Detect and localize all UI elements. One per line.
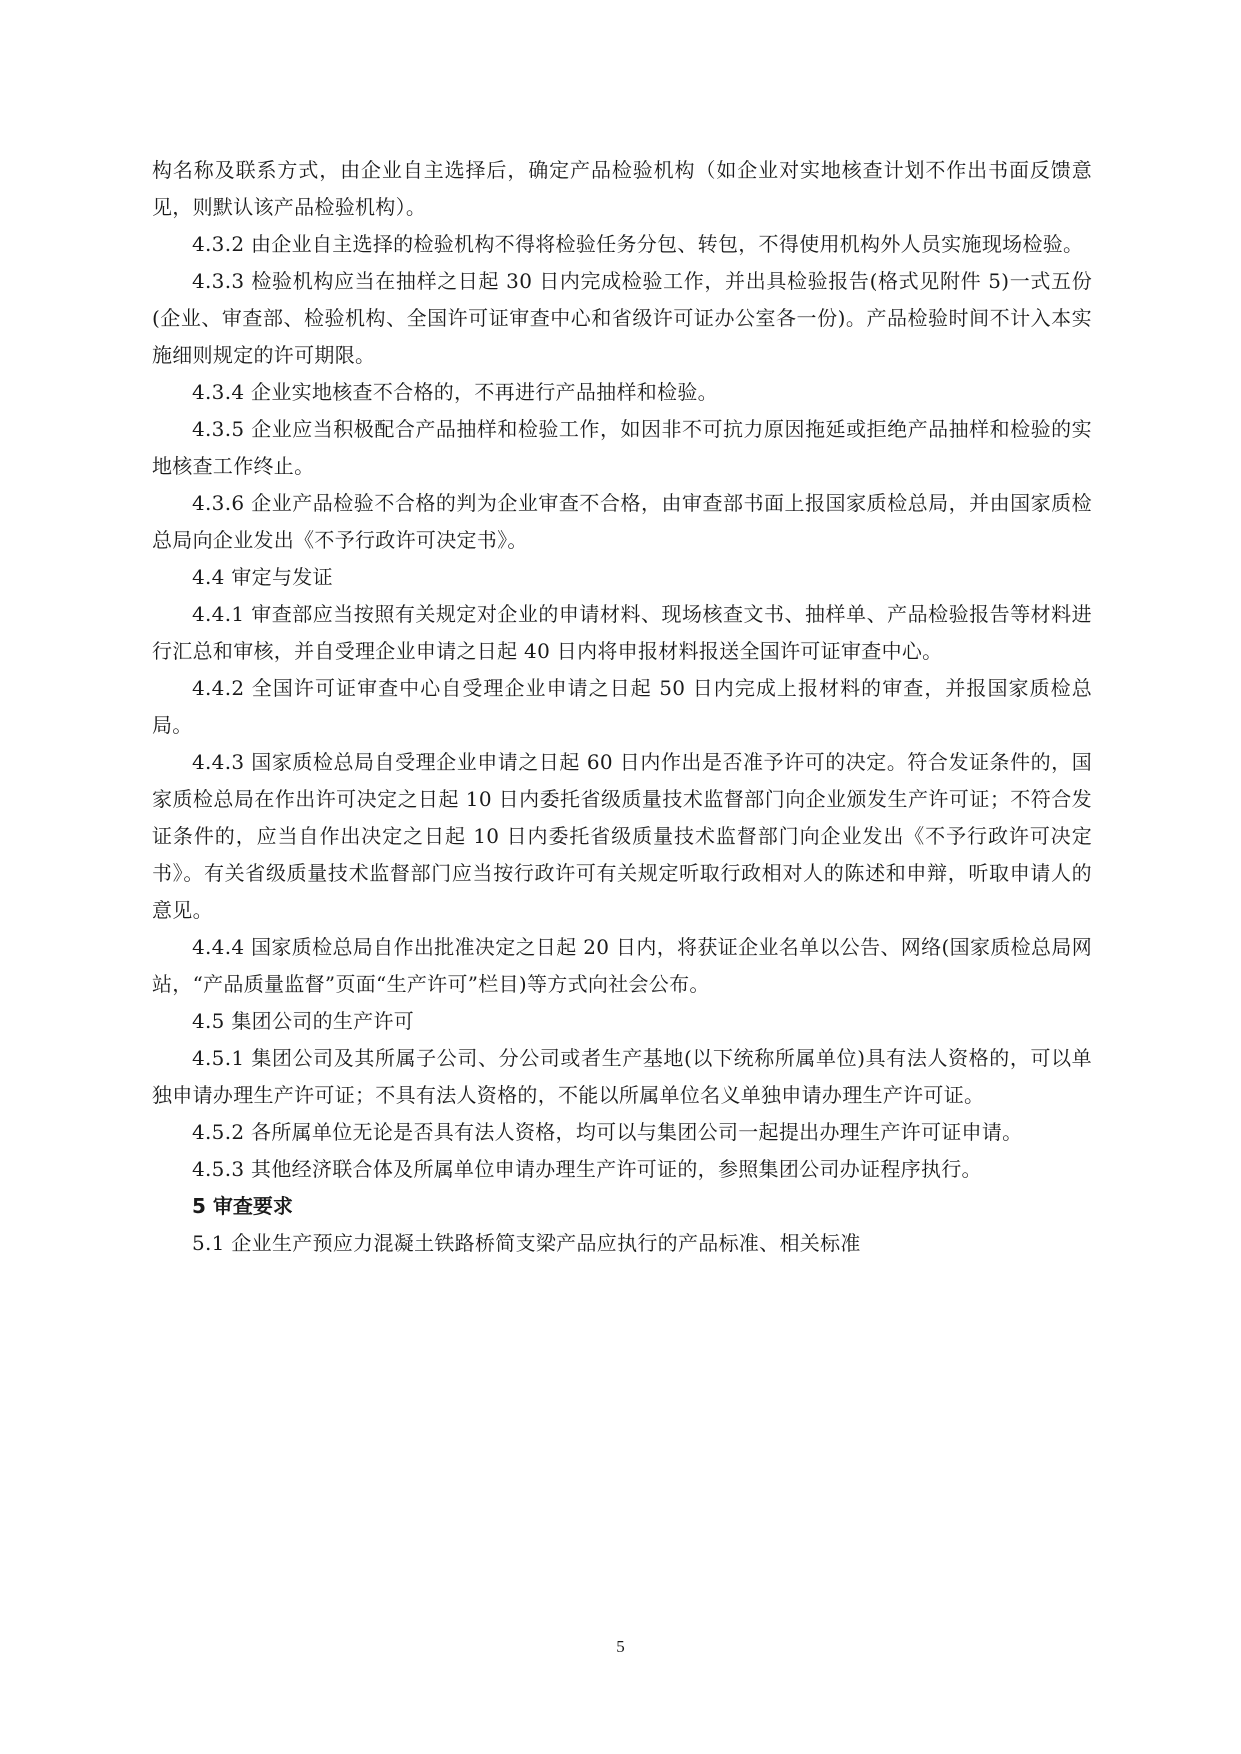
paragraph-4-3-4: 4.3.4 企业实地核查不合格的，不再进行产品抽样和检验。 <box>192 380 718 404</box>
paragraph-4-3-2: 4.3.2 由企业自主选择的检验机构不得将检验任务分包、转包，不得使用机构外人员实施现场检验。 <box>192 232 1084 256</box>
paragraph-4-4-2: 4.4.2 全国许可证审查中心自受理企业申请之日起 50 日内完成上报材料的审查，并报国家质检总局。 <box>152 676 1092 737</box>
paragraph-4-5-2: 4.5.2 各所属单位无论是否具有法人资格，均可以与集团公司一起提出办理生产许可证申请。 <box>192 1120 1023 1144</box>
paragraph-4-3-5: 4.3.5 企业应当积极配合产品抽样和检验工作，如因非不可抗力原因拖延或拒绝产品抽样和检验的实地核查工作终止。 <box>152 417 1092 478</box>
paragraph-4-4-3: 4.4.3 国家质检总局自受理企业申请之日起 60 日内作出是否准予许可的决定。符合发证条件的，国家质检总局在作出许可决定之日起 10 日内委托省级质量技术监督部门向企业颁发生产许可证；不符合发证条件的，应当自作出决定之日起 10 日内委托省级质量技术监督部门向企业发出《不予行政许可决定书》。有关省级质量技术监督部门应当按行政许可有关规定听取行政相对人的陈述和申辩，听取申请人的意见。 <box>152 750 1092 922</box>
section-4-4-title: 4.4 审定与发证 <box>192 565 333 589</box>
paragraph-4-5-3: 4.5.3 其他经济联合体及所属单位申请办理生产许可证的，参照集团公司办证程序执行。 <box>192 1157 982 1181</box>
section-5-heading: 5 审查要求 <box>192 1194 293 1218</box>
paragraph-4-5-1: 4.5.1 集团公司及其所属子公司、分公司或者生产基地(以下统称所属单位)具有法人资格的，可以单独申请办理生产许可证；不具有法人资格的，不能以所属单位名义单独申请办理生产许可证。 <box>152 1046 1092 1107</box>
paragraph-5-1: 5.1 企业生产预应力混凝土铁路桥简支梁产品应执行的产品标准、相关标准 <box>192 1231 861 1255</box>
section-4-5-title: 4.5 集团公司的生产许可 <box>192 1009 415 1033</box>
paragraph-4-4-1: 4.4.1 审查部应当按照有关规定对企业的申请材料、现场核查文书、抽样单、产品检验报告等材料进行汇总和审核，并自受理企业申请之日起 40 日内将申报材料报送全国许可证审查中心。 <box>152 602 1092 663</box>
document-body <box>152 152 1092 1262</box>
paragraph-4-3-3: 4.3.3 检验机构应当在抽样之日起 30 日内完成检验工作，并出具检验报告(格式见附件 5)一式五份(企业、审查部、检验机构、全国许可证审查中心和省级许可证办公室各一份)。产品检验时间不计入本实施细则规定的许可期限。 <box>152 269 1092 367</box>
paragraph-4-4-4: 4.4.4 国家质检总局自作出批准决定之日起 20 日内，将获证企业名单以公告、网络(国家质检总局网站，“产品质量监督”页面“生产许可”栏目)等方式向社会公布。 <box>152 935 1092 996</box>
paragraph-4-3-6: 4.3.6 企业产品检验不合格的判为企业审查不合格，由审查部书面上报国家质检总局，并由国家质检总局向企业发出《不予行政许可决定书》。 <box>152 491 1092 552</box>
paragraph-continuation: 构名称及联系方式，由企业自主选择后，确定产品检验机构（如企业对实地核查计划不作出书面反馈意见，则默认该产品检验机构）。 <box>152 158 1092 219</box>
page-number: 5 <box>616 1637 625 1656</box>
